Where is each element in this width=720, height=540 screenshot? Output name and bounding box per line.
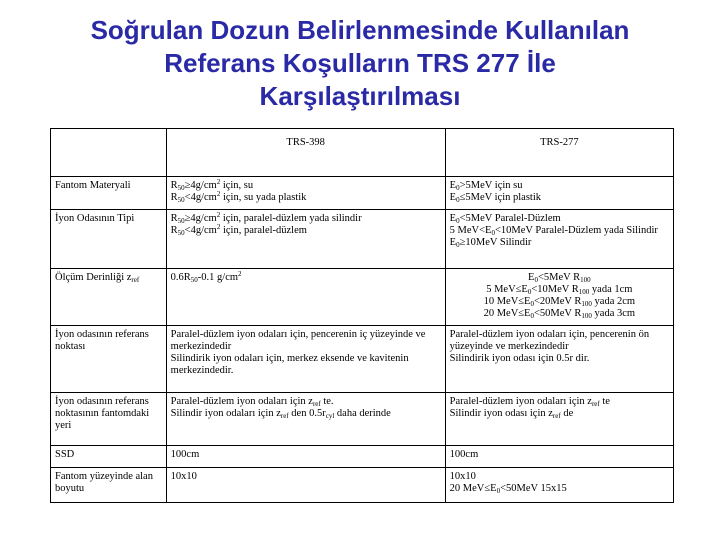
title-line-2: Referans Koşulların TRS 277 İle <box>164 48 556 78</box>
cell-line: Silindirik iyon odası için 0.5r dir. <box>449 353 590 364</box>
cell-line: Silindir iyon odaları için $z_{ref}$ den $0.5r_{cyl}$ daha derinde <box>170 408 391 420</box>
cell-line: $R_{50}\ge 4g/cm^2$ için, su <box>170 178 254 192</box>
trs398-cell: 100cm <box>166 446 445 468</box>
row-label: SSD <box>51 446 167 468</box>
cell-line: 20 $MeV\le E_0<50MeV$ $R_{100}$ yada 3cm <box>483 308 636 320</box>
cell-line: Silindirik iyon odaları için, merkez eksende ve kavitenin merkezindedir. <box>170 353 409 376</box>
trs277-cell <box>445 210 673 269</box>
table-header-row <box>51 129 674 177</box>
trs277-cell <box>445 468 673 503</box>
cell-line: $E_0\ge 10MeV$ Silindir <box>449 237 532 249</box>
cell-line: $E_0>5MeV$ için su <box>449 180 523 192</box>
cell-line: 20 $MeV\le E_0<50MeV$ 15x15 <box>449 483 567 495</box>
cell-line: Paralel-düzlem iyon odaları için $z_{ref}$ te. <box>170 396 334 408</box>
cell-line: Paralel-düzlem iyon odaları için $z_{ref}$ te <box>449 396 610 408</box>
cell-line: $E_0<5MeV$ Paralel-Düzlem <box>449 213 561 225</box>
cell-line: Paralel-düzlem iyon odaları için, pencerenin iç yüzeyinde ve merkezindedir <box>170 329 426 352</box>
cell-line: $E_0\le 5MeV$ için plastik <box>449 192 541 204</box>
trs398-cell: 10x10 <box>166 468 445 503</box>
trs398-cell <box>166 269 445 326</box>
row-label: Fantom yüzeyinde alan boyutu <box>51 468 167 503</box>
cell-line: Paralel-düzlem iyon odaları için, pencerenin ön yüzeyinde ve merkezindedir <box>449 329 650 352</box>
header-trs398: TRS-398 <box>166 129 445 177</box>
header-empty <box>51 129 167 177</box>
trs398-cell <box>166 393 445 446</box>
cell-line: 10 $MeV\le E_0<20MeV$ $R_{100}$ yada 2cm <box>483 296 636 308</box>
title-line-3: Karşılaştırılması <box>259 81 461 111</box>
cell-line: $R_{50}<4g/cm^2$ için, paralel-düzlem <box>170 223 307 237</box>
row-label: İyon Odasının Tipi <box>51 210 167 269</box>
row-label: Fantom Materyali <box>51 177 167 210</box>
slide-title <box>0 14 720 113</box>
cell-line: $R_{50}\ge 4g/cm^2$ için, paralel-düzlem yada silindir <box>170 211 362 225</box>
comparison-table <box>50 128 674 503</box>
cell-line: 5 $MeV\le E_0<10MeV$ $R_{100}$ yada 1cm <box>486 284 633 296</box>
table-row-ssd <box>51 446 674 468</box>
row-label: İyon odasının referans noktası <box>51 326 167 393</box>
table-row-fantom-materyali <box>51 177 674 210</box>
table-row-referans-noktasi <box>51 326 674 393</box>
table-row-iyon-odasi-tipi <box>51 210 674 269</box>
trs277-cell <box>445 326 673 393</box>
table-row-referans-noktasi-yeri <box>51 393 674 446</box>
row-label: İyon odasının referans noktasının fantomdaki yeri <box>51 393 167 446</box>
cell-line: 5 $MeV<E_0<10MeV$ Paralel-Düzlem yada Silindir <box>449 225 658 237</box>
cell-line: 10x10 <box>449 471 476 482</box>
trs277-cell: 100cm <box>445 446 673 468</box>
trs398-cell <box>166 326 445 393</box>
cell-line: Silindir iyon odası için $z_{ref}$ de <box>449 408 574 420</box>
trs398-cell <box>166 177 445 210</box>
trs277-cell <box>445 269 673 326</box>
trs398-cell <box>166 210 445 269</box>
title-line-1: Soğrulan Dozun Belirlenmesinde Kullanılan <box>90 15 630 45</box>
cell-line: $R_{50}<4g/cm^2$ için, su yada plastik <box>170 190 307 204</box>
table-row-olcum-derinligi <box>51 269 674 326</box>
header-trs277: TRS-277 <box>445 129 673 177</box>
table-row-alan-boyutu <box>51 468 674 503</box>
row-label: Ölçüm Derinliği $z_{ref}$ <box>51 269 167 326</box>
trs277-cell <box>445 393 673 446</box>
cell-line: $E_0<5MeV$ $R_{100}$ <box>528 272 591 284</box>
cell-line: $0.6R_{50}-0.1$ $g/cm^2$ <box>170 270 242 284</box>
trs277-cell <box>445 177 673 210</box>
